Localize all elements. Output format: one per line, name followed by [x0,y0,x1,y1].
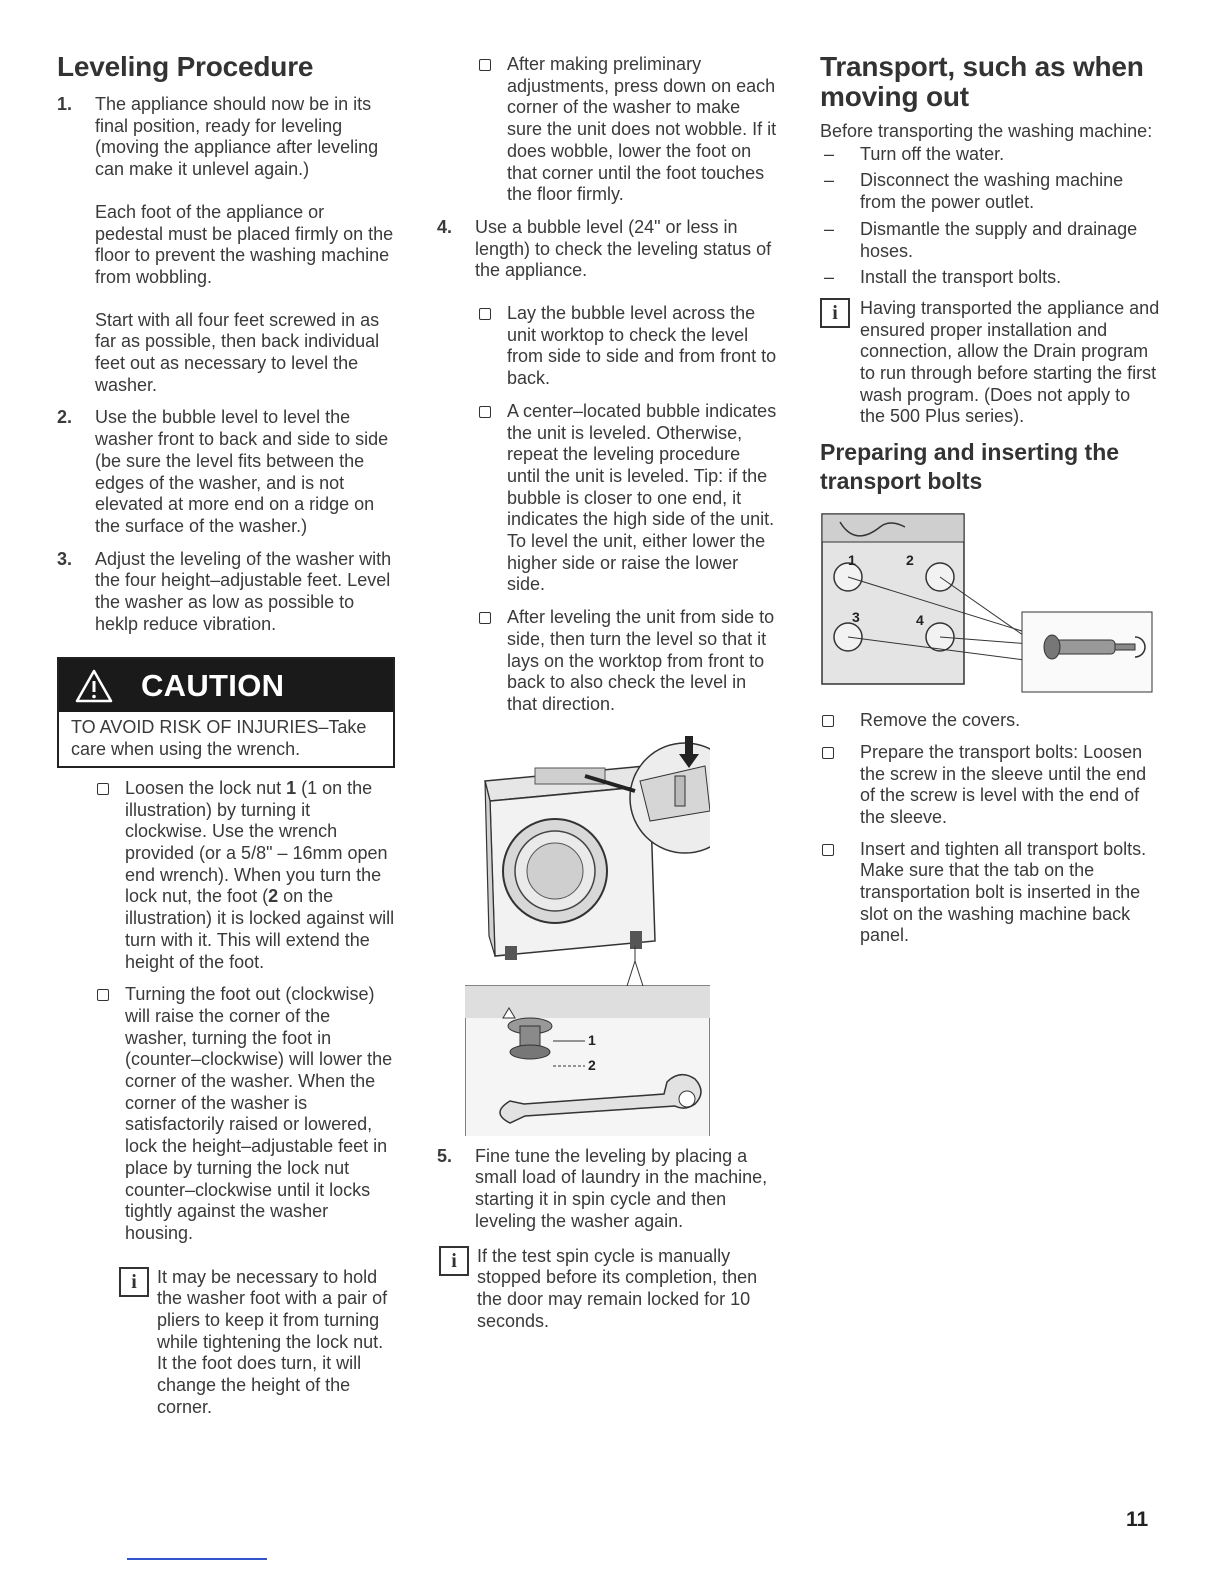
transport-bolts-drawing [820,512,1155,698]
list-item [820,710,1160,732]
step-1-text: The appliance should now be in its final position, ready for leveling (moving the appliance after leveling can make it unlevel again.) [95,94,379,180]
checkbox-bullet-icon [822,844,834,856]
column-left [57,52,397,1419]
step-3-text: Adjust the leveling of the washer with the four height–adjustable feet. Level the washer as low as possible to heklp reduce vibration. [95,548,392,634]
footer-rule [127,1558,267,1560]
list-item [95,778,397,973]
step-1 [57,94,397,396]
checkbox-bullet-icon [479,308,491,320]
warning-triangle-icon [75,669,113,703]
dash-bullet: – [824,143,835,164]
bullet-text: After leveling the unit from side to side, then turn the level so that it lays on the worktop from front to back to also check the level in that direction. [507,607,775,714]
checkbox-bullet-icon [479,406,491,418]
info-icon: i [439,1246,469,1276]
step-1-paragraph-3: Start with all four feet screwed in as far as possible, then back individual feet out as necessary to level the washer. [95,309,380,395]
info-icon: i [119,1267,149,1297]
checkbox-bullet-icon [97,989,109,1001]
caution-title: CAUTION [141,667,285,703]
checkbox-bullet-icon [822,715,834,727]
figure-label: 2 [906,552,914,569]
info-note [820,298,1160,428]
dash-bullet: – [824,218,835,239]
list-item [820,839,1160,948]
dash-bullet: – [824,170,835,191]
info-note [439,1246,777,1333]
subheading-transport-bolts: Preparing and inserting the transport bolts [820,439,1120,495]
caution-header [59,659,393,712]
step-number: 2. [57,407,73,428]
step-4 [437,217,777,282]
list-item [820,267,1160,289]
list-item [477,54,777,206]
heading-transport: Transport, such as when moving out [820,51,1144,112]
list-item [477,303,777,390]
list-item [820,170,1160,213]
step-5-text: Fine tune the leveling by placing a small load of laundry in the machine, starting it in spin cycle and then leveling the washer again. [475,1145,768,1231]
step-4-text: Use a bubble level (24" or less in length) to check the leveling status of the appliance. [475,216,772,281]
info-text: It may be necessary to hold the washer foot with a pair of pliers to keep it from turning while tightening the lock nut. It the foot does turn, it will change the height of the corner. [157,1266,388,1417]
step-number: 3. [57,548,73,569]
bullet-text: Prepare the transport bolts: Loosen the screw in the sleeve until the end of the screw is level with the end of the sleeve. [860,741,1147,827]
step-number: 5. [437,1145,453,1166]
step-2-text: Use the bubble level to level the washer front to back and side to side (be sure the level fits between the edges of the washer, and is not elevated at more end on a ridge on the surface of the washer.) [95,407,389,536]
info-text: Having transported the appliance and ensured proper installation and connection, allow the Drain program to run through before starting the first wash program. (Does not apply to the 500 Plus series). [860,297,1160,427]
caution-text: TO AVOID RISK OF INJURIES–Take care when using the wrench. [71,717,367,760]
dash-text: Disconnect the washing machine from the power outlet. [860,170,1124,213]
dash-text: Turn off the water. [860,143,1005,164]
bullet-text: Turning the foot out (clockwise) will raise the corner of the washer, turning the foot in (counter–clockwise) will lower the corner of the washer. When the corner of the washer is satisfactorily raised or lowered, lock the height–adjustable feet in place by turning the lock nut counter–clockwise until it locks tightly against the washer housing. [125,984,393,1243]
figure-label: 4 [916,612,924,629]
transport-intro: Before transporting the washing machine: [820,121,1153,141]
dash-text: Dismantle the supply and drainage hoses. [860,218,1138,261]
list-item [820,144,1160,166]
page-number: 11 [1126,1508,1149,1531]
checkbox-bullet-icon [479,612,491,624]
washer-leveling-drawing [465,736,710,1136]
leveling-illustration [465,736,710,1136]
info-note [119,1267,397,1419]
figure-label: 3 [852,609,860,626]
info-icon: i [820,298,850,328]
bullet-text: A center–located bubble indicates the unit is leveled. Otherwise, repeat the leveling procedure until the unit is leveled. Tip: if the bubble is closer to one end, it indicates the high side of the unit. To level the unit, either lower the higher side or raise the lower side. [507,400,777,595]
column-right [820,52,1160,947]
step-number: 1. [57,94,73,114]
step-3 [57,549,397,636]
step-number: 4. [437,216,453,237]
checkbox-bullet-icon [97,783,109,795]
bullet-text: Lay the bubble level across the unit worktop to check the level from side to side and from front to back. [507,303,777,389]
caution-box [57,657,395,767]
checkbox-bullet-icon [822,747,834,759]
step-5 [437,1146,777,1233]
bullet-text: Insert and tighten all transport bolts. Make sure that the tab on the transportation bolt is inserted in the slot on the washing machine back panel. [860,838,1147,946]
column-middle [437,52,777,1332]
checkbox-bullet-icon [479,59,491,71]
step-1-paragraph-2: Each foot of the appliance or pedestal must be placed firmly on the floor to prevent the washing machine from wobbling. [95,201,394,287]
bullet-text: After making preliminary adjustments, press down on each corner of the washer to make sure the unit does not wobble. If it does wobble, lower the foot on that corner until the foot touches the floor firmly. [507,54,777,205]
heading-leveling-procedure: Leveling Procedure [57,51,314,82]
step-2 [57,407,397,537]
list-item [95,984,397,1244]
list-item [820,219,1160,262]
dash-bullet: – [824,267,835,288]
list-item [820,742,1160,829]
list-item [477,607,777,716]
figure-label: 1 [588,1031,596,1048]
figure-label: 1 [848,552,856,569]
bullet-text: Loosen the lock nut 1 (1 on the illustration) by turning it clockwise. Use the wrench provided (or a 5/8" – 16mm open end wrench). When you turn the lock nut, the foot (2 on the illustration) it is locked against will turn with it. This will extend the height of the foot. [125,777,395,972]
bullet-text: Remove the covers. [860,710,1021,731]
info-text: If the test spin cycle is manually stopped before its completion, then the door may remain locked for 10 seconds. [477,1245,758,1331]
figure-label: 2 [588,1056,596,1073]
dash-text: Install the transport bolts. [860,267,1062,288]
list-item [477,401,777,596]
transport-bolts-illustration [820,512,1155,698]
